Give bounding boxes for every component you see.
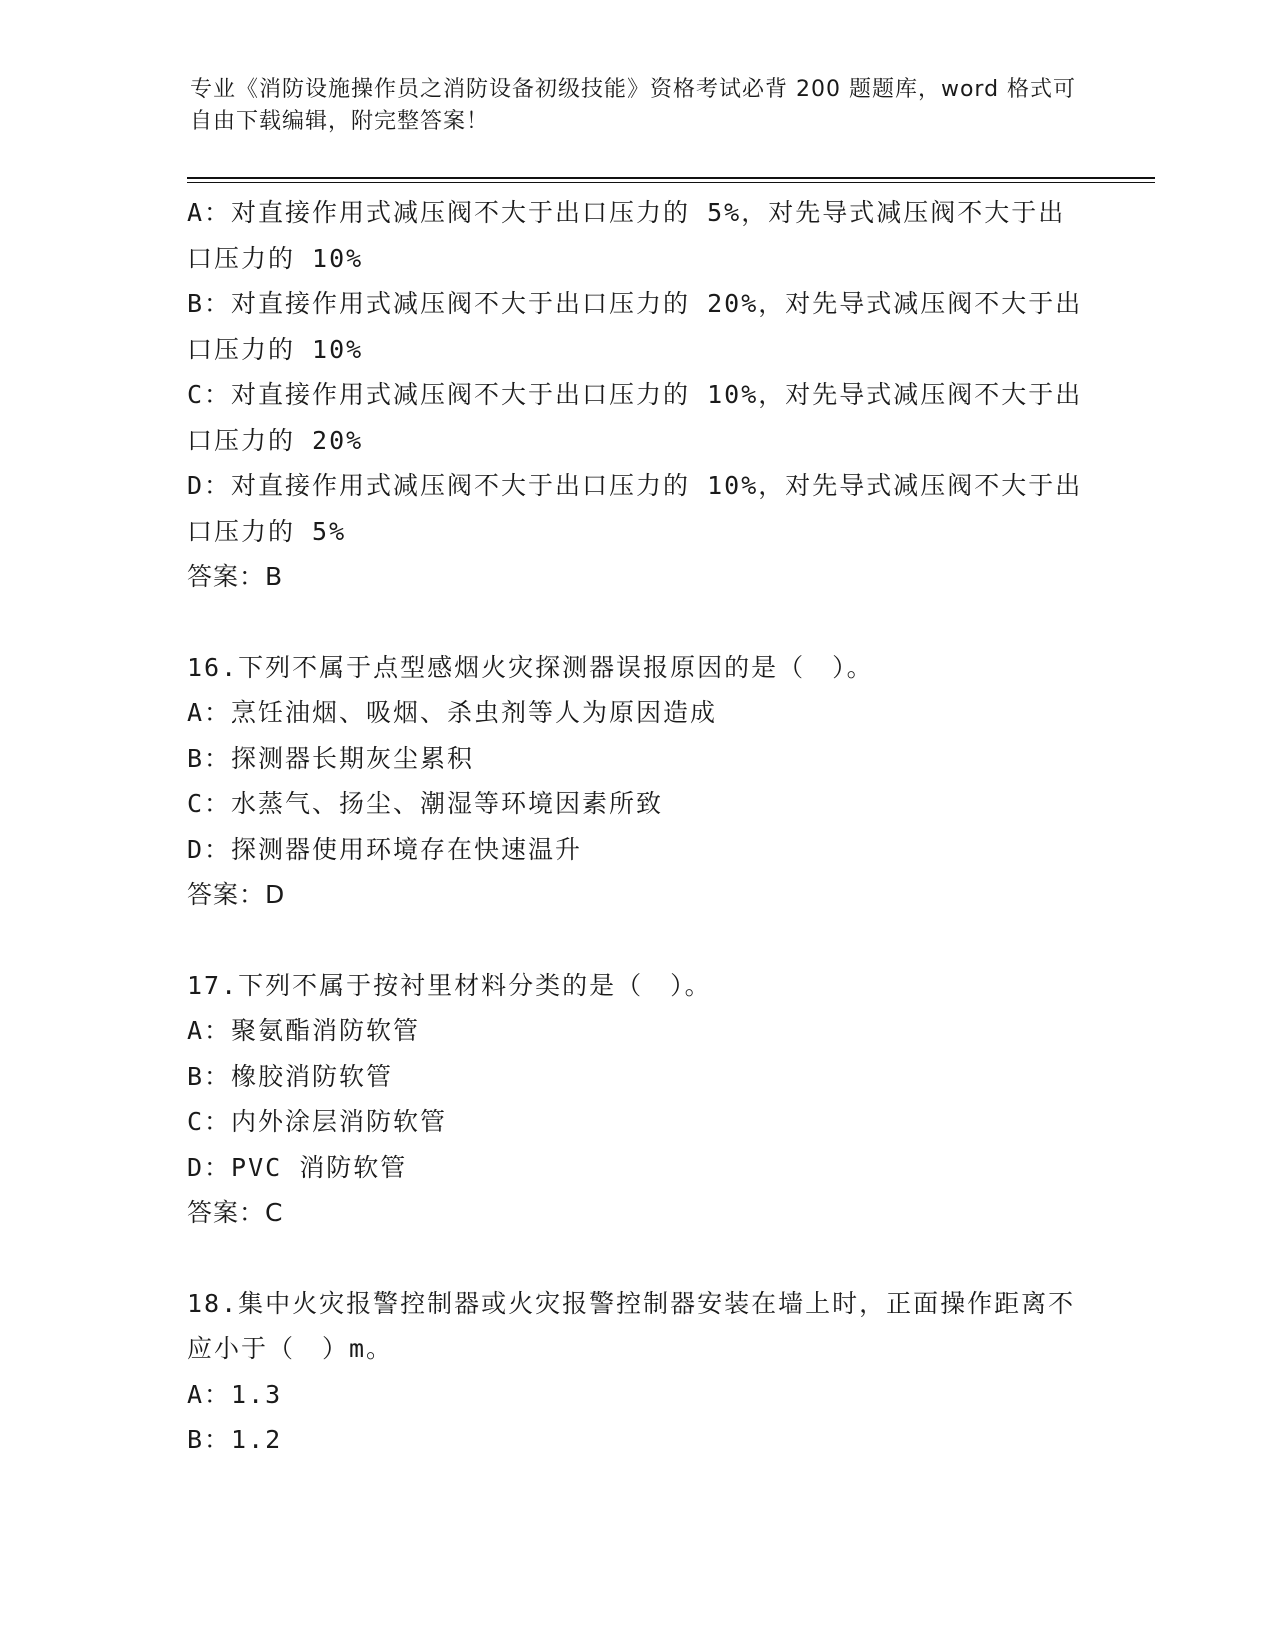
header-rule-thin	[187, 182, 1155, 183]
option-b: B：对直接作用式减压阀不大于出口压力的 20%，对先导式减压阀不大于出口压力的 10%	[187, 289, 1083, 364]
spacer	[187, 600, 1087, 645]
option-a: A：聚氨酯消防软管	[187, 1016, 421, 1045]
question-block-15	[187, 190, 1087, 600]
question-block-17	[187, 963, 1087, 1236]
question-stem: 18.集中火灾报警控制器或火灾报警控制器安装在墙上时，正面操作距离不应小于（ ）m。	[187, 1288, 1076, 1363]
option-a: A：烹饪油烟、吸烟、杀虫剂等人为原因造成	[187, 698, 718, 727]
question-stem: 17.下列不属于按衬里材料分类的是（ ）。	[187, 970, 712, 1000]
option-b: B：探测器长期灰尘累积	[187, 743, 475, 773]
question-block-16	[187, 645, 1087, 918]
option-c: C：对直接作用式减压阀不大于出口压力的 10%，对先导式减压阀不大于出口压力的 20%	[187, 380, 1083, 455]
question-block-18	[187, 1281, 1087, 1463]
question-list	[187, 190, 1087, 1463]
option-a: A：对直接作用式减压阀不大于出口压力的 5%，对先导式减压阀不大于出口压力的 10%	[187, 198, 1066, 273]
answer: 答案：C	[187, 1198, 284, 1227]
question-stem: 16.下列不属于点型感烟火灾探测器误报原因的是（ ）。	[187, 652, 874, 682]
option-d: D：对直接作用式减压阀不大于出口压力的 10%，对先导式减压阀不大于出口压力的 5%	[187, 471, 1083, 546]
answer: 答案：D	[187, 880, 286, 909]
option-d: D：探测器使用环境存在快速温升	[187, 834, 583, 864]
header-rule-thick	[187, 177, 1155, 179]
answer: 答案：B	[187, 562, 284, 591]
document-header: 专业《消防设施操作员之消防设备初级技能》资格考试必背 200 题题库，word 格式可自由下载编辑，附完整答案！	[190, 77, 1077, 134]
option-b: B：橡胶消防软管	[187, 1061, 394, 1091]
option-b: B：1.2	[187, 1425, 283, 1454]
option-c: C：内外涂层消防软管	[187, 1107, 448, 1136]
option-a: A：1.3	[187, 1379, 283, 1409]
spacer	[187, 1236, 1087, 1281]
spacer	[187, 918, 1087, 963]
option-d: D：PVC 消防软管	[187, 1152, 408, 1182]
option-c: C：水蒸气、扬尘、潮湿等环境因素所致	[187, 789, 664, 818]
